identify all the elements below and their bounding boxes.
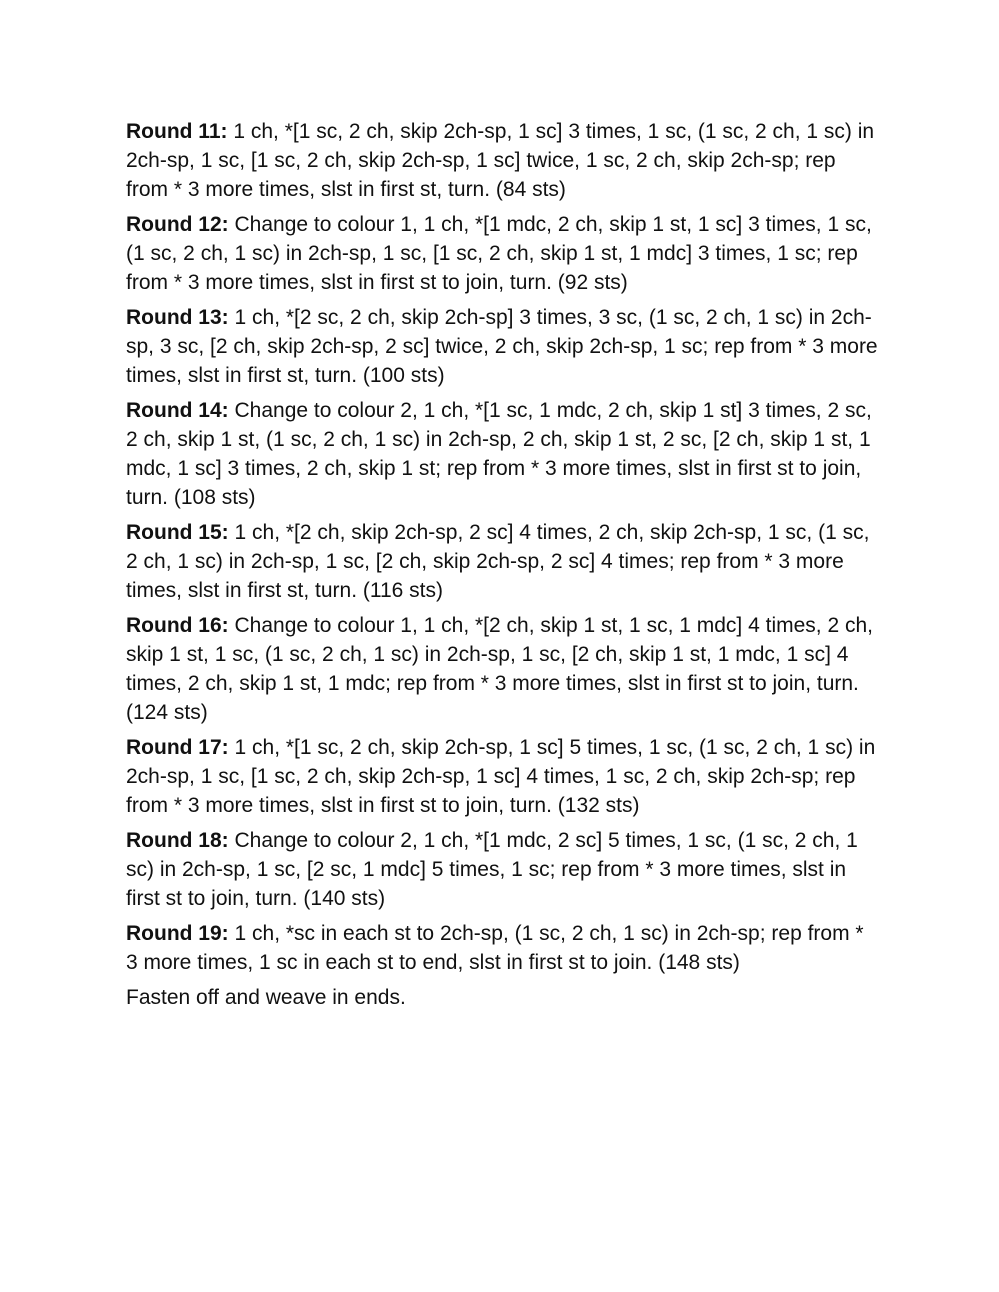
round-15 — [126, 518, 878, 605]
round-17 — [126, 733, 878, 820]
closing-instruction: Fasten off and weave in ends. — [126, 986, 406, 1009]
round-instructions: 1 ch, *[2 ch, skip 2ch-sp, 2 sc] 4 times, 2 ch, skip 2ch-sp, 1 sc, (1 sc, 2 ch, 1 sc) in 2ch-sp, 1 sc, [2 ch, skip 2ch-sp, 2 sc] 4 times; rep from * 3 more times, slst in first st, turn. (116 sts) — [126, 521, 870, 602]
round-label: Round 19: — [126, 922, 229, 945]
round-12 — [126, 210, 878, 297]
round-label: Round 15: — [126, 521, 229, 544]
round-11 — [126, 117, 878, 204]
round-label: Round 11: — [126, 120, 228, 143]
round-16 — [126, 611, 878, 727]
round-label: Round 18: — [126, 829, 229, 852]
round-19 — [126, 919, 878, 977]
round-label: Round 12: — [126, 213, 229, 236]
round-label: Round 16: — [126, 614, 229, 637]
round-14 — [126, 396, 878, 512]
round-label: Round 14: — [126, 399, 229, 422]
round-instructions: 1 ch, *[1 sc, 2 ch, skip 2ch-sp, 1 sc] 3 times, 1 sc, (1 sc, 2 ch, 1 sc) in 2ch-sp, 1 sc, [1 sc, 2 ch, skip 2ch-sp, 1 sc] twice, 1 sc, 2 ch, skip 2ch-sp; rep from * 3 more times, slst in first st, turn. (84 sts) — [126, 120, 875, 201]
round-instructions: Change to colour 2, 1 ch, *[1 sc, 1 mdc, 2 ch, skip 1 st] 3 times, 2 sc, 2 ch, skip 1 st, (1 sc, 2 ch, 1 sc) in 2ch-sp, 2 ch, skip 1 st, 2 sc, [2 ch, skip 1 st, 1 mdc, 1 sc] 3 times, 2 ch, skip 1 st; rep from * 3 more times, slst in first st to join, turn. (108 sts) — [126, 399, 872, 509]
round-instructions: 1 ch, *sc in each st to 2ch-sp, (1 sc, 2 ch, 1 sc) in 2ch-sp; rep from * 3 more times, 1 sc in each st to end, slst in first st to join. (148 sts) — [126, 922, 864, 974]
round-instructions: Change to colour 1, 1 ch, *[2 ch, skip 1 st, 1 sc, 1 mdc] 4 times, 2 ch, skip 1 st, 1 sc, (1 sc, 2 ch, 1 sc) in 2ch-sp, 1 sc, [2 ch, skip 1 st, 1 mdc, 1 sc] 4 times, 2 ch, skip 1 st, 1 mdc; rep from * 3 more times, slst in first st to join, turn. (124 sts) — [126, 614, 873, 724]
round-label: Round 17: — [126, 736, 229, 759]
round-label: Round 13: — [126, 306, 229, 329]
round-instructions: Change to colour 1, 1 ch, *[1 mdc, 2 ch, skip 1 st, 1 sc] 3 times, 1 sc, (1 sc, 2 ch, 1 sc) in 2ch-sp, 1 sc, [1 sc, 2 ch, skip 1 st, 1 mdc] 3 times, 1 sc; rep from * 3 more times, slst in first st to join, turn. (92 sts) — [126, 213, 872, 294]
round-instructions: 1 ch, *[1 sc, 2 ch, skip 2ch-sp, 1 sc] 5 times, 1 sc, (1 sc, 2 ch, 1 sc) in 2ch-sp, 1 sc, [1 sc, 2 ch, skip 2ch-sp, 1 sc] 4 times, 1 sc, 2 ch, skip 2ch-sp; rep from * 3 more times, slst in first st to join, turn. (132 sts) — [126, 736, 876, 817]
round-instructions: Change to colour 2, 1 ch, *[1 mdc, 2 sc] 5 times, 1 sc, (1 sc, 2 ch, 1 sc) in 2ch-sp, 1 sc, [2 sc, 1 mdc] 5 times, 1 sc; rep from * 3 more times, slst in first st to join, turn. (140 sts) — [126, 829, 858, 910]
round-13 — [126, 303, 878, 390]
pattern-page — [126, 117, 878, 1012]
round-instructions: 1 ch, *[2 sc, 2 ch, skip 2ch-sp] 3 times, 3 sc, (1 sc, 2 ch, 1 sc) in 2ch-sp, 3 sc, [2 ch, skip 2ch-sp, 2 sc] twice, 2 ch, skip 2ch-sp, 1 sc; rep from * 3 more times, slst in first st, turn. (100 sts) — [126, 306, 878, 387]
round-18 — [126, 826, 878, 913]
